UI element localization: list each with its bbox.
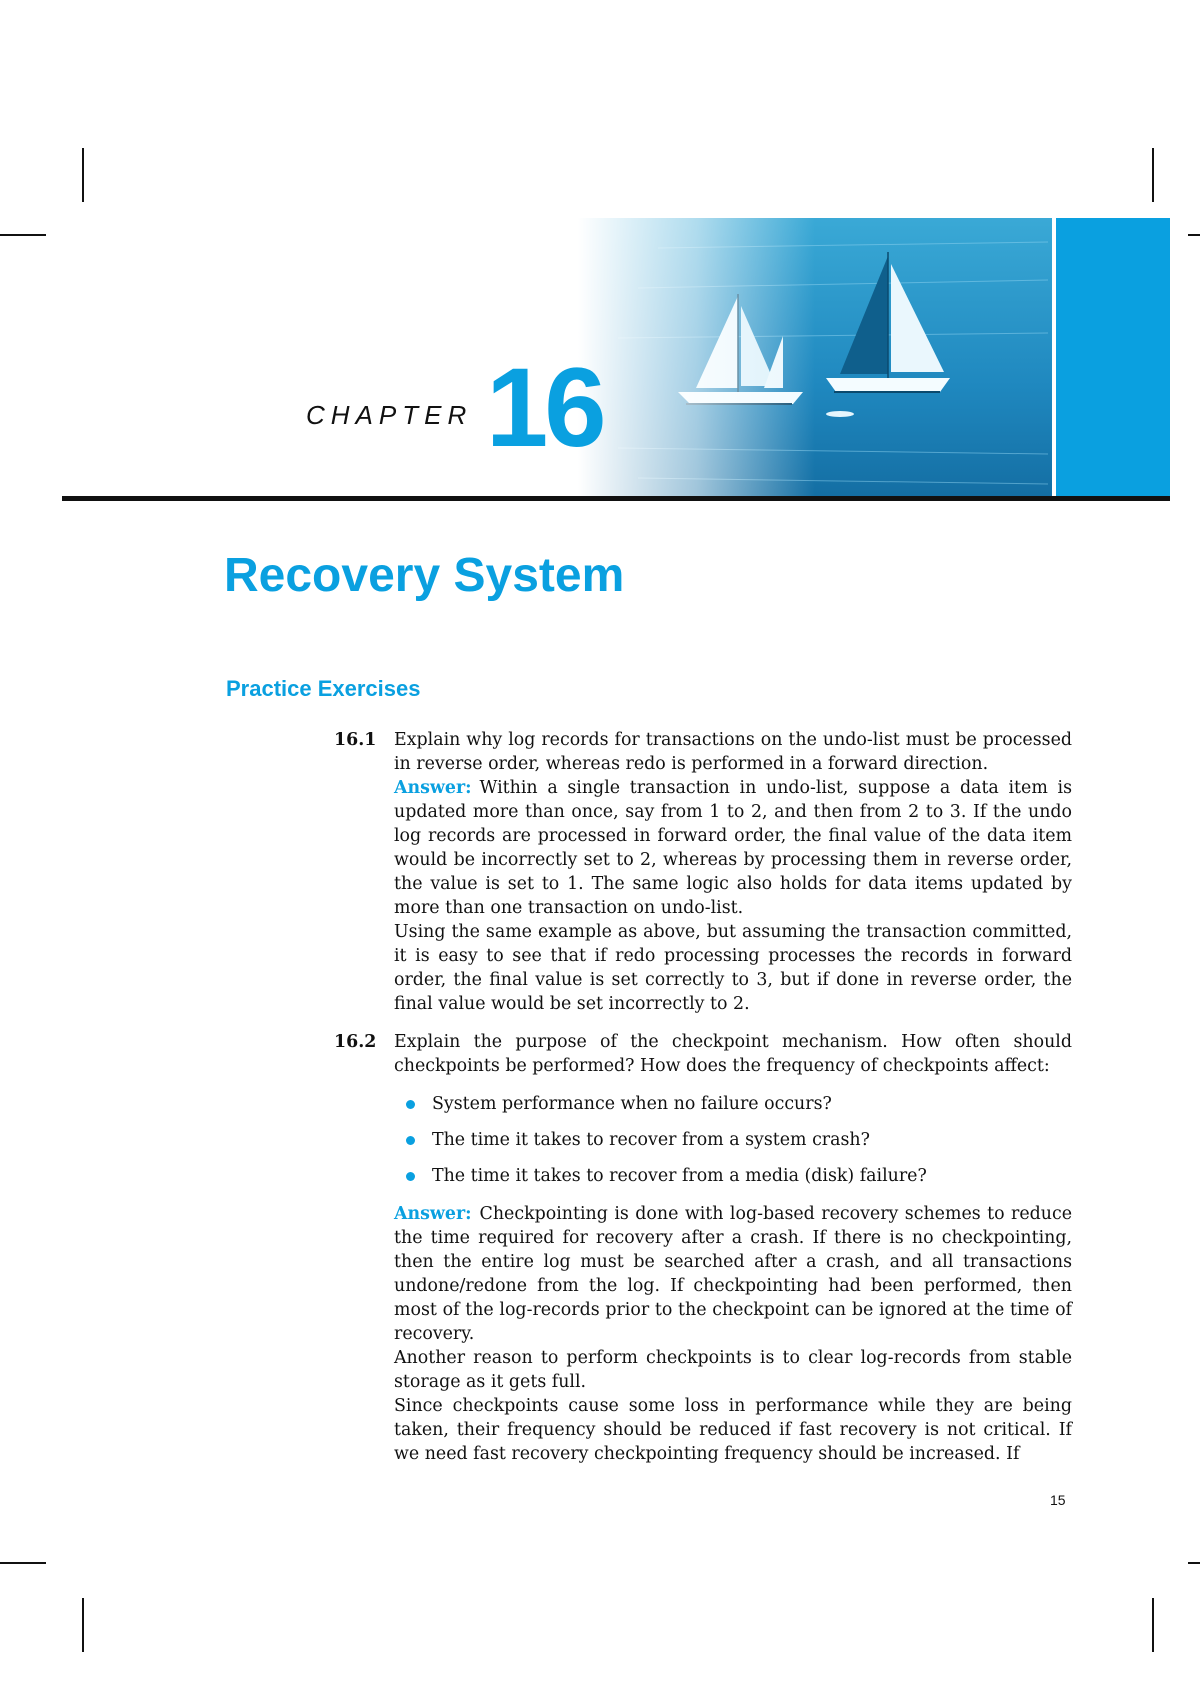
- list-item: System performance when no failure occurs?: [394, 1092, 1072, 1116]
- chapter-number: 16: [486, 345, 603, 470]
- answer-text-p3: Since checkpoints cause some loss in performance while they are being taken, their frequency should be reduced if fast recovery is not critical. If we need fast recovery checkpointing frequency should be increased. If: [394, 1396, 1072, 1464]
- crop-mark: [1188, 1562, 1200, 1564]
- sailboat-photo: [578, 218, 1052, 498]
- answer-label: Answer:: [394, 1204, 472, 1224]
- crop-mark: [1152, 148, 1154, 202]
- answer-text-continued: Using the same example as above, but assuming the transaction committed, it is easy to see that if redo processing processes the records in forward order, the final value is set correctly to 3, but if done in reverse order, the final value would be set incorrectly to 2.: [394, 922, 1072, 1014]
- crop-mark: [1152, 1598, 1154, 1652]
- crop-mark: [0, 1562, 46, 1564]
- exercise-number: 16.1: [334, 730, 377, 750]
- list-item: The time it takes to recover from a system crash?: [394, 1128, 1072, 1152]
- exercise-answer: [394, 776, 1072, 920]
- crop-mark: [0, 234, 46, 236]
- question-bullet-list: [394, 1092, 1072, 1188]
- bullet-dot-icon: [406, 1100, 415, 1109]
- chapter-title: Recovery System: [224, 549, 625, 602]
- list-item: The time it takes to recover from a media (disk) failure?: [394, 1164, 1072, 1188]
- exercise-answer: [394, 1202, 1072, 1346]
- chapter-divider-rule: [62, 496, 1170, 501]
- section-heading: Practice Exercises: [226, 676, 421, 701]
- crop-mark: [1188, 234, 1200, 236]
- chapter-tab-block: [1056, 218, 1170, 498]
- exercise-body: [394, 728, 1072, 1016]
- exercise-16-1: [334, 728, 1072, 1016]
- answer-text: Checkpointing is done with log-based recovery schemes to reduce the time required for recovery after a crash. If there is no checkpointing, then the entire log must be searched after a crash, and all transactions undone/redone from the log. If checkpointing had been performed, then most of the log-records prior to the checkpoint can be ignored at the time of recovery.: [394, 1204, 1072, 1344]
- exercise-body: [394, 1030, 1072, 1466]
- exercise-number: 16.2: [334, 1032, 377, 1052]
- answer-label: Answer:: [394, 778, 472, 798]
- answer-text: Within a single transaction in undo-list, suppose a data item is updated more than once, say from 1 to 2, and then from 2 to 3. If the undo log records are processed in forward order, the final value of the data item would be incorrectly set to 2, whereas by processing them in reverse order, the value is set to 1. The same logic also holds for data items updated by more than one transaction on undo-list.: [394, 778, 1072, 918]
- page-number: 15: [1050, 1492, 1066, 1508]
- exercise-16-2: [334, 1030, 1072, 1466]
- bullet-dot-icon: [406, 1172, 415, 1181]
- chapter-label: CHAPTER: [306, 400, 473, 430]
- crop-mark: [82, 148, 84, 202]
- exercise-question: Explain the purpose of the checkpoint mechanism. How often should checkpoints be performed? How does the frequency of checkpoints affect:: [394, 1032, 1072, 1076]
- bullet-dot-icon: [406, 1136, 415, 1145]
- exercise-question: Explain why log records for transactions on the undo-list must be processed in reverse order, whereas redo is performed in a forward direction.: [394, 730, 1072, 774]
- answer-text-p2: Another reason to perform checkpoints is to clear log-records from stable storage as it gets full.: [394, 1348, 1072, 1392]
- crop-mark: [82, 1598, 84, 1652]
